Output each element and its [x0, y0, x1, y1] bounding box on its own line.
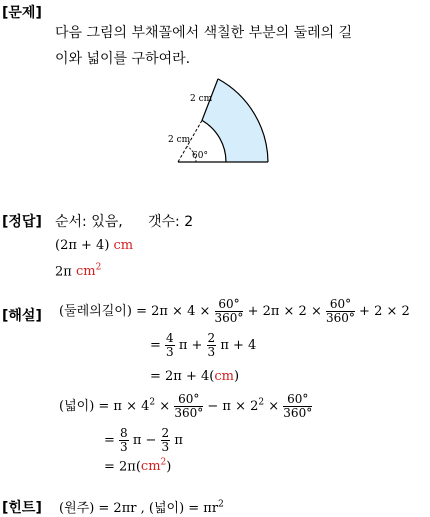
solution-line-5: = $\frac{8}{3}$ π − $\frac{2}{3}$ π: [104, 426, 183, 454]
answer-count: 갯수: 2: [148, 214, 194, 230]
solution-label: [해설]: [2, 308, 42, 324]
solution-line-3: = 2π + 4(cm): [150, 369, 240, 384]
answer-2: 2π $cm^2$: [55, 263, 102, 280]
answer-order: 순서: 있음,: [55, 214, 123, 230]
inner-length-label: 2 cm: [168, 135, 191, 145]
problem-text-line2: 이와 넓이를 구하여라.: [55, 51, 191, 67]
problem-label: [문제]: [2, 5, 42, 21]
problem-text-line1: 다음 그림의 부채꼴에서 색칠한 부분의 둘레의 길: [55, 25, 353, 41]
sector-figure: [160, 78, 280, 168]
answer-label: [정답]: [2, 214, 42, 230]
solution-line-2: = $\frac{4}{3}$ π + $\frac{2}{3}$ π + 4: [150, 331, 257, 359]
outer-length-label: 2 cm: [190, 94, 213, 104]
angle-label: 60°: [192, 151, 208, 161]
hint-label: [힌트]: [2, 500, 42, 516]
hint-text: (원주) = 2πr , (넓이) = $\pi r^2$: [59, 499, 224, 516]
solution-line-4: (넓이) = $\pi \times 4^2$ × $\frac{60^\circ}{360^\circ}$ − $\pi \times 2^2$ × $\frac{60^\circ}{360^\circ}$: [59, 392, 313, 420]
solution-line-1: (둘레의길이) = 2π × 4 × $\frac{60^\circ}{360^\circ}$ + 2π × 2 × $\frac{60^\circ}{360^\circ}$ + 2 × 2: [59, 297, 410, 325]
answer-1: (2π + 4) cm: [55, 238, 134, 253]
solution-line-6: = $2\pi(cm^2)$: [104, 458, 172, 475]
